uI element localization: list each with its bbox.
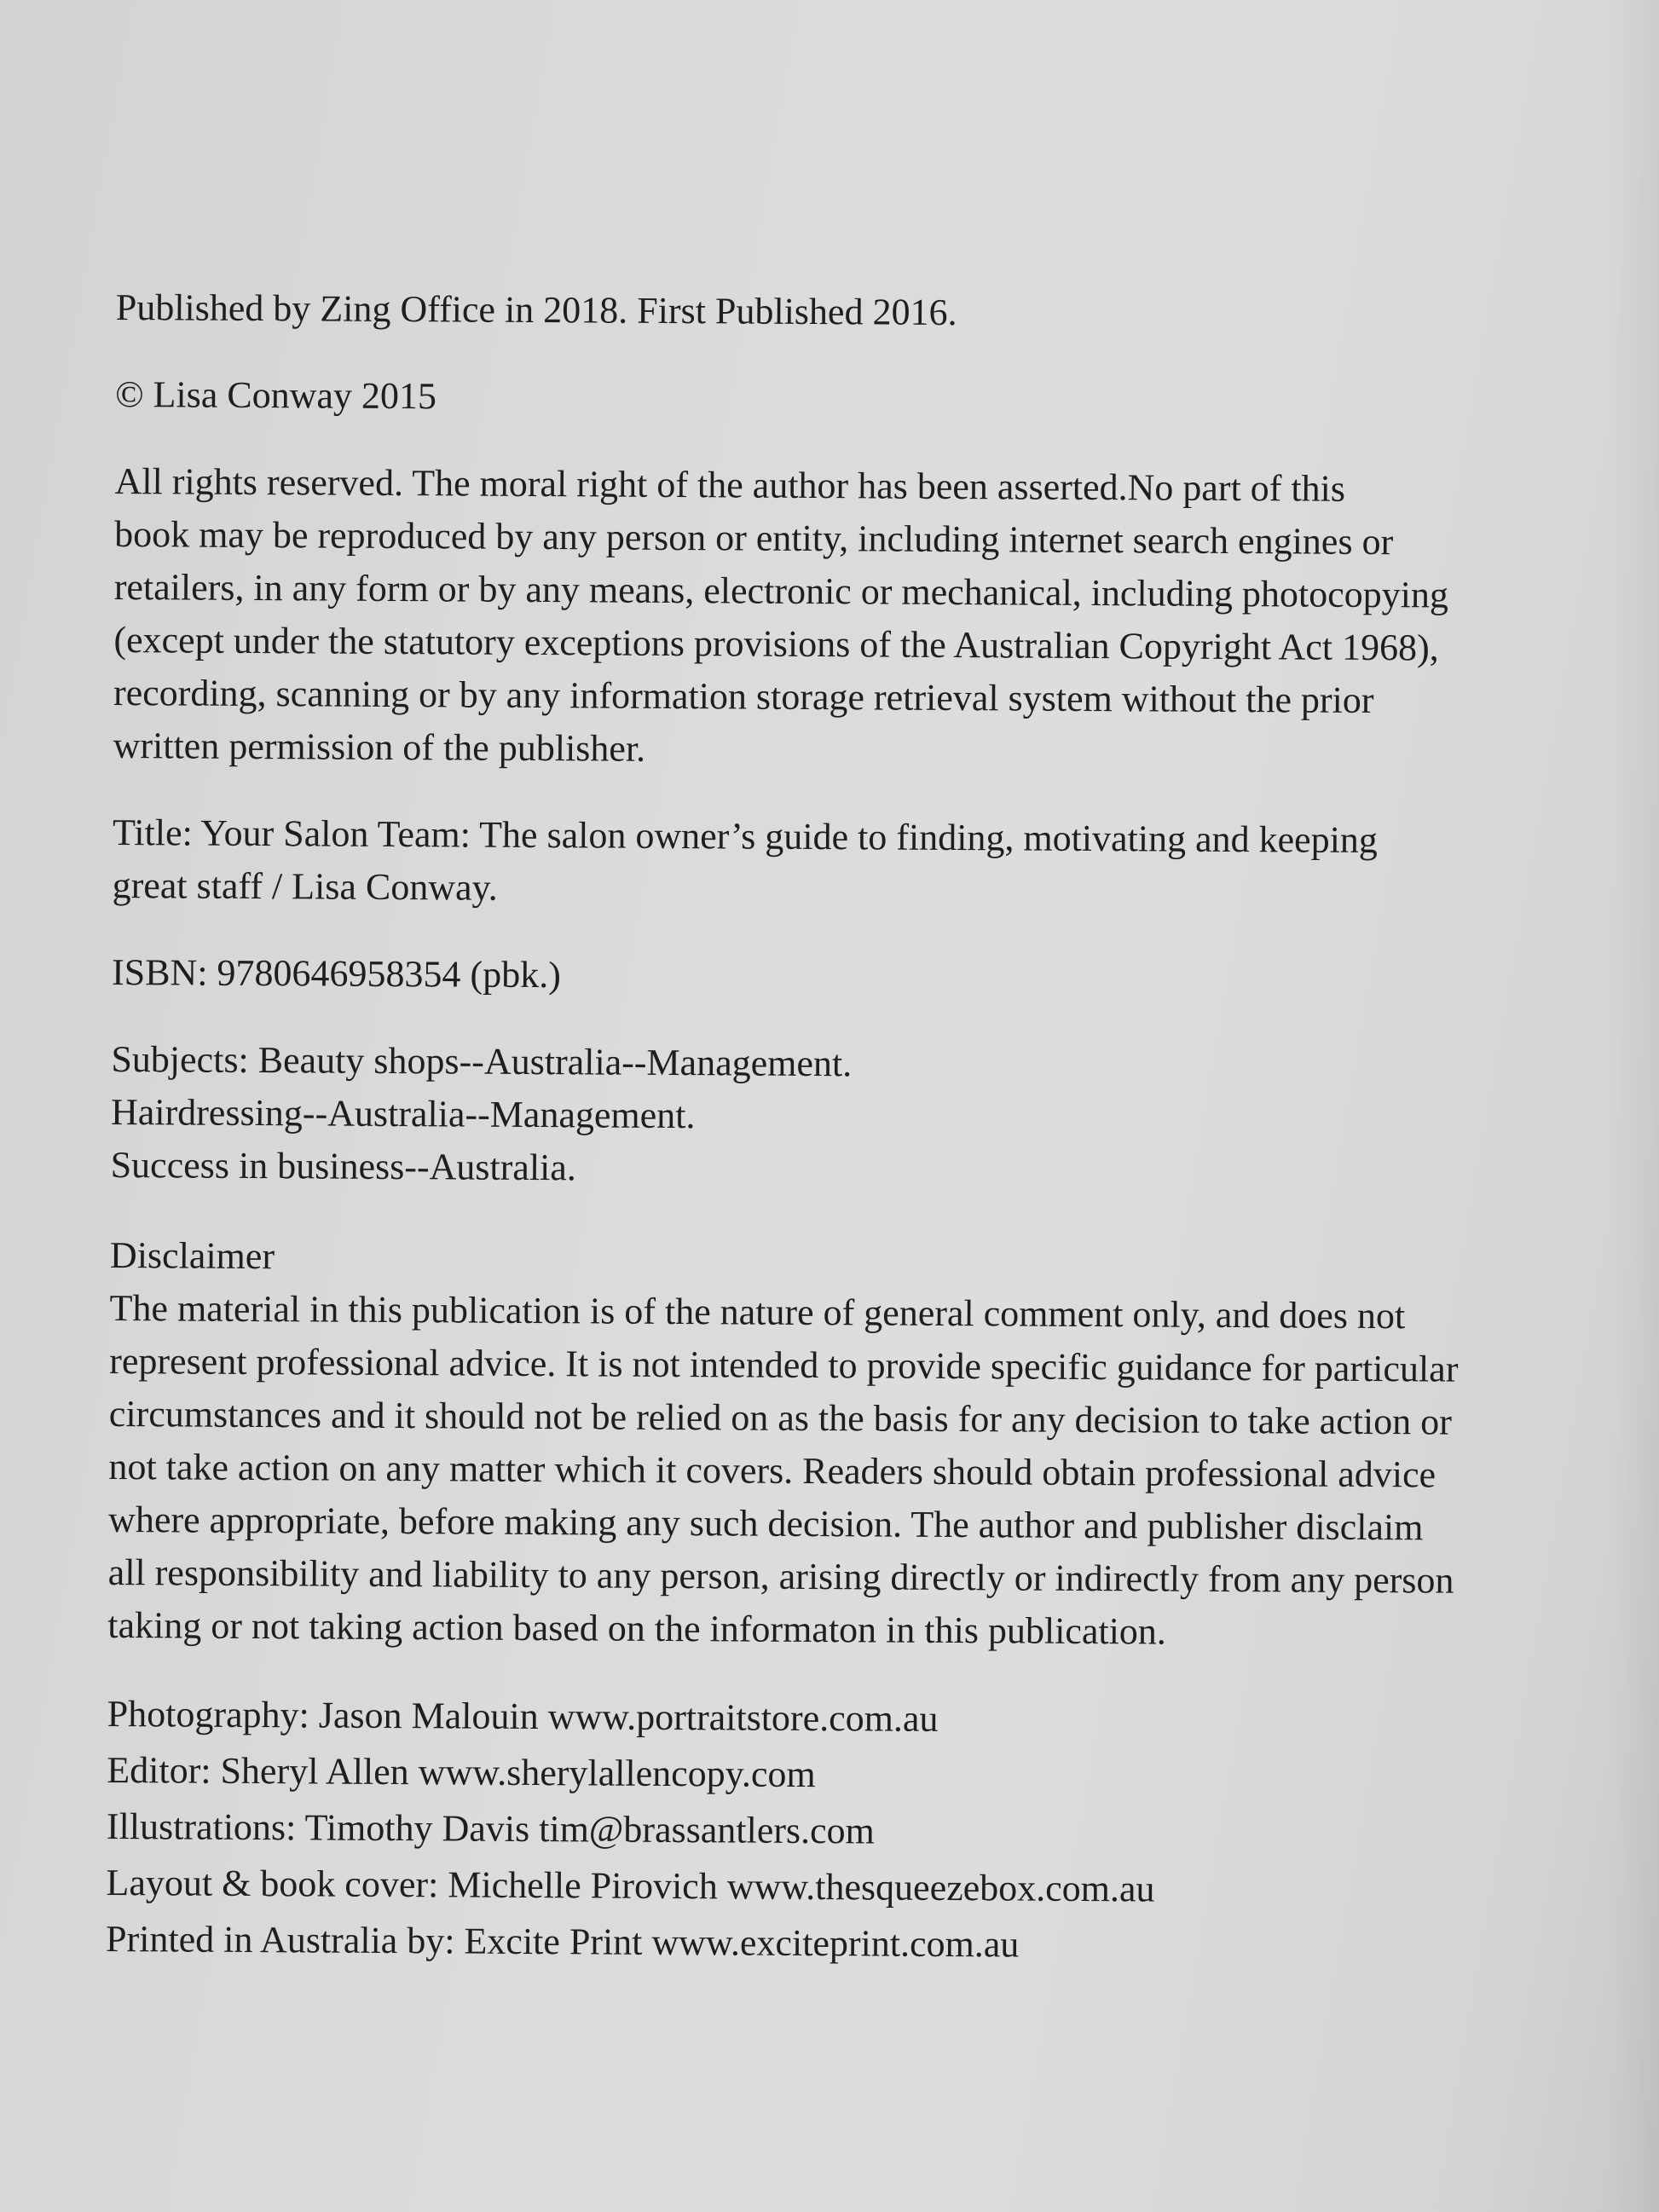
published-statement [116,281,1497,343]
rights-line: book may be reproduced by any person or entity, including internet search engines or [114,512,1394,563]
title-statement [112,806,1494,921]
subjects-statement [110,1033,1492,1200]
rights-line: All rights reserved. The moral right of the author has been asserted.No part of this [114,459,1346,510]
subjects-line: Success in business--Australia. [110,1143,577,1189]
rights-paragraph [113,455,1495,781]
rights-line: retailers, in any form or by any means, electronic or mechanical, including photocopying [113,565,1449,616]
credit-editor: Editor: Sheryl Allen www.sherylallencopy.com [107,1748,816,1796]
isbn-line: ISBN: 9780646958354 (pbk.) [111,950,561,996]
disclaimer-line: where appropriate, before making any such decision. The author and publisher disclaim [107,1498,1424,1549]
subjects-line: Subjects: Beauty shops--Australia--Management. [111,1037,853,1085]
page-edge-shadow [1608,0,1659,2212]
subjects-line: Hairdressing--Australia--Management. [110,1090,696,1137]
copyright-statement [115,368,1496,430]
credit-illustrations: Illustrations: Timothy Davis tim@brassantlers.com [106,1805,876,1852]
disclaimer-section [107,1229,1491,1660]
disclaimer-line: taking or not taking action based on the informaton in this publication. [107,1603,1167,1653]
credit-printer: Printed in Australia by: Excite Print www.exciteprint.com.au [105,1917,1020,1966]
rights-line: written permission of the publisher. [113,724,646,770]
rights-line: recording, scanning or by any information storage retrieval system without the prior [113,671,1374,722]
disclaimer-line: represent professional advice. It is not intended to provide specific guidance for particular [109,1339,1459,1390]
disclaimer-heading: Disclaimer [109,1233,275,1278]
imprint-page-text [106,281,1497,2010]
credit-layout: Layout & book cover: Michelle Pirovich www.thesqueezebox.com.au [106,1861,1155,1910]
credits-section [106,1686,1488,1976]
published-line: Published by Zing Office in 2018. First Published 2016. [115,286,957,334]
disclaimer-line: circumstances and it should not be relied on as the basis for any decision to take action or [108,1392,1453,1443]
title-line: great staff / Lisa Conway. [112,863,498,909]
credit-photography: Photography: Jason Malouin www.portraitstore.com.au [107,1692,939,1740]
isbn-statement [112,946,1493,1008]
rights-line: (except under the statutory exceptions provisions of the Australian Copyright Act 1968), [113,618,1439,669]
disclaimer-line: all responsibility and liability to any person, arising directly or indirectly from any person [107,1551,1454,1602]
disclaimer-line: The material in this publication is of the nature of general comment only, and does not [109,1286,1406,1337]
disclaimer-line: not take action on any matter which it covers. Readers should obtain professional advice [108,1445,1436,1496]
title-line: Title: Your Salon Team: The salon owner’s guide to finding, motivating and keeping [112,811,1379,862]
copyright-line: © Lisa Conway 2015 [115,373,437,418]
